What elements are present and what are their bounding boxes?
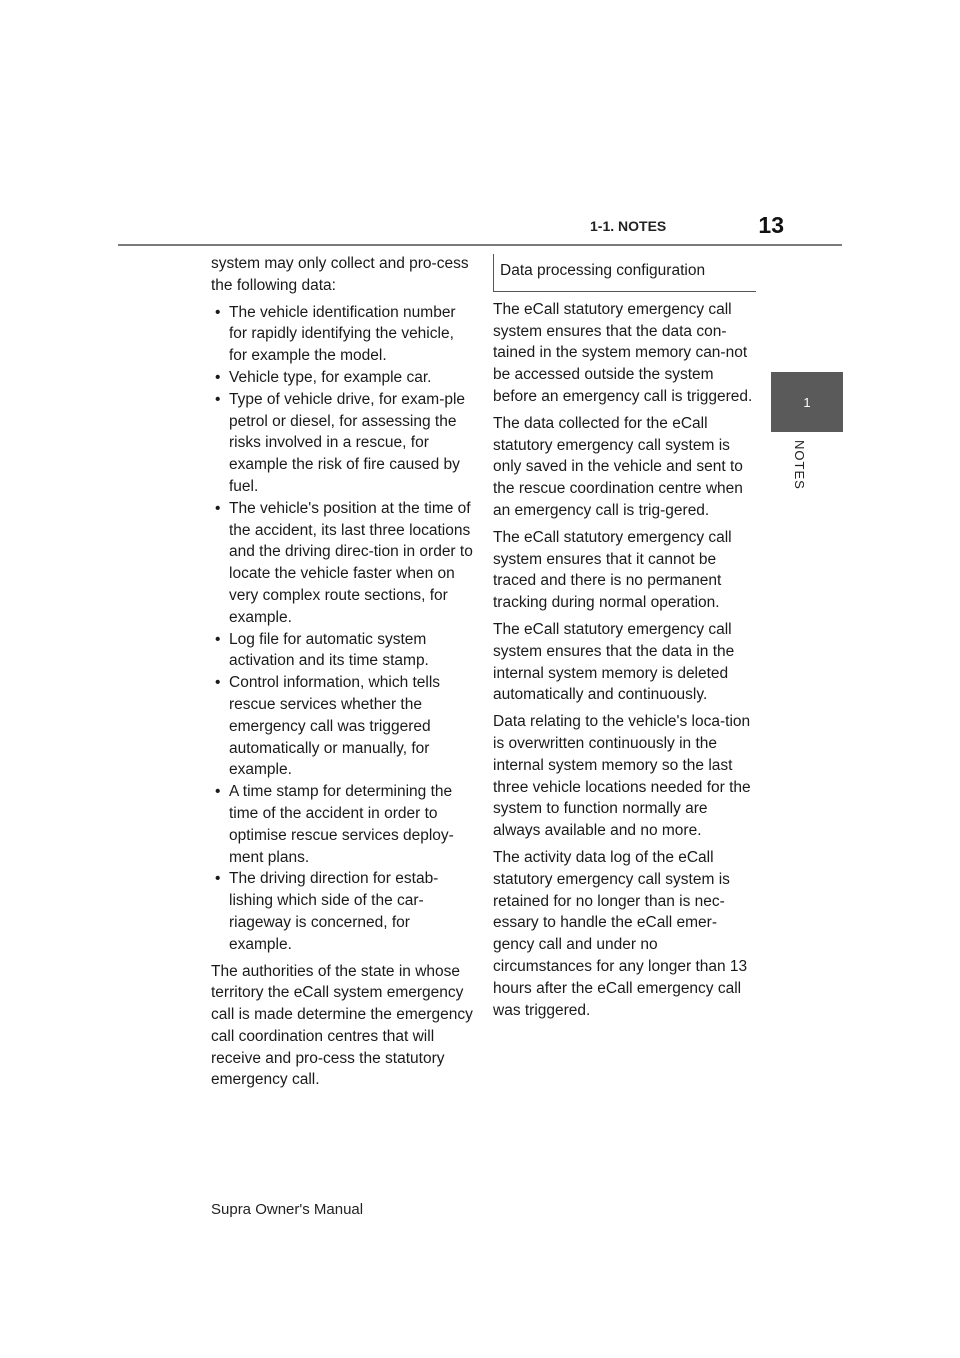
paragraph: The activity data log of the eCall statutory emergency call system is retained for no longer than is nec-essary to handle the eCall emer-gency call and under no circumstances for any longer than 13 hours after the eCall emergency call was triggered. (493, 848, 748, 1019)
chapter-number: 1 (803, 394, 811, 410)
list-item: • The vehicle identification number for rapidly identifying the vehicle, for example the model. (211, 302, 473, 367)
section-title: 1-1. NOTES (590, 218, 667, 234)
data-list (211, 302, 473, 956)
closing-paragraph: The authorities of the state in whose territory the eCall system emergency call is made determine the emergency call coordination centres that will receive and pro-cess the statutory emergency call. (211, 962, 473, 1089)
footer-manual-title: Supra Owner's Manual (211, 1201, 364, 1218)
section-heading: Data processing configuration (493, 254, 756, 292)
list-item: • Type of vehicle drive, for exam-ple petrol or diesel, for assessing the risks involved in a rescue, for example the risk of fire caused by fuel. (211, 389, 473, 498)
paragraph: The eCall statutory emergency call system ensures that the data con-tained in the system memory can-not be accessed outside the system before an emergency call is triggered. (493, 300, 753, 405)
right-column (493, 254, 755, 1026)
header-divider (118, 244, 842, 246)
list-item: • Log file for automatic system activation and its time stamp. (211, 629, 473, 673)
paragraph: The eCall statutory emergency call system ensures that it cannot be traced and there is no permanent tracking during normal operation. (493, 528, 732, 612)
list-item: • Control information, which tells rescue services whether the emergency call was triggered automatically or manually, for example. (211, 672, 473, 781)
left-column (211, 253, 473, 1096)
chapter-tab (771, 372, 843, 432)
paragraph: The data collected for the eCall statutory emergency call system is only saved in the vehicle and sent to the rescue coordination centre when an emergency call is trig-gered. (493, 414, 743, 519)
list-item: • Vehicle type, for example car. (211, 367, 473, 389)
list-item: • A time stamp for determining the time of the accident in order to optimise rescue services deploy-ment plans. (211, 781, 473, 868)
intro-paragraph: system may only collect and pro-cess the following data: (211, 255, 469, 294)
list-item: • The vehicle's position at the time of the accident, its last three locations and the driving direc-tion in order to locate the vehicle faster when on very complex route sections, for example. (211, 498, 473, 629)
paragraph: Data relating to the vehicle's loca-tion is overwritten continuously in the internal system memory so the last three vehicle locations needed for the system to function normally are always available and no more. (493, 713, 751, 840)
page-number: 13 (758, 212, 784, 238)
list-item: • The driving direction for estab-lishing which side of the car-riageway is concerned, for example. (211, 868, 473, 955)
chapter-label: NOTES (792, 440, 807, 490)
paragraph: The eCall statutory emergency call system ensures that the data in the internal system memory is deleted automatically and continuously. (493, 620, 735, 704)
